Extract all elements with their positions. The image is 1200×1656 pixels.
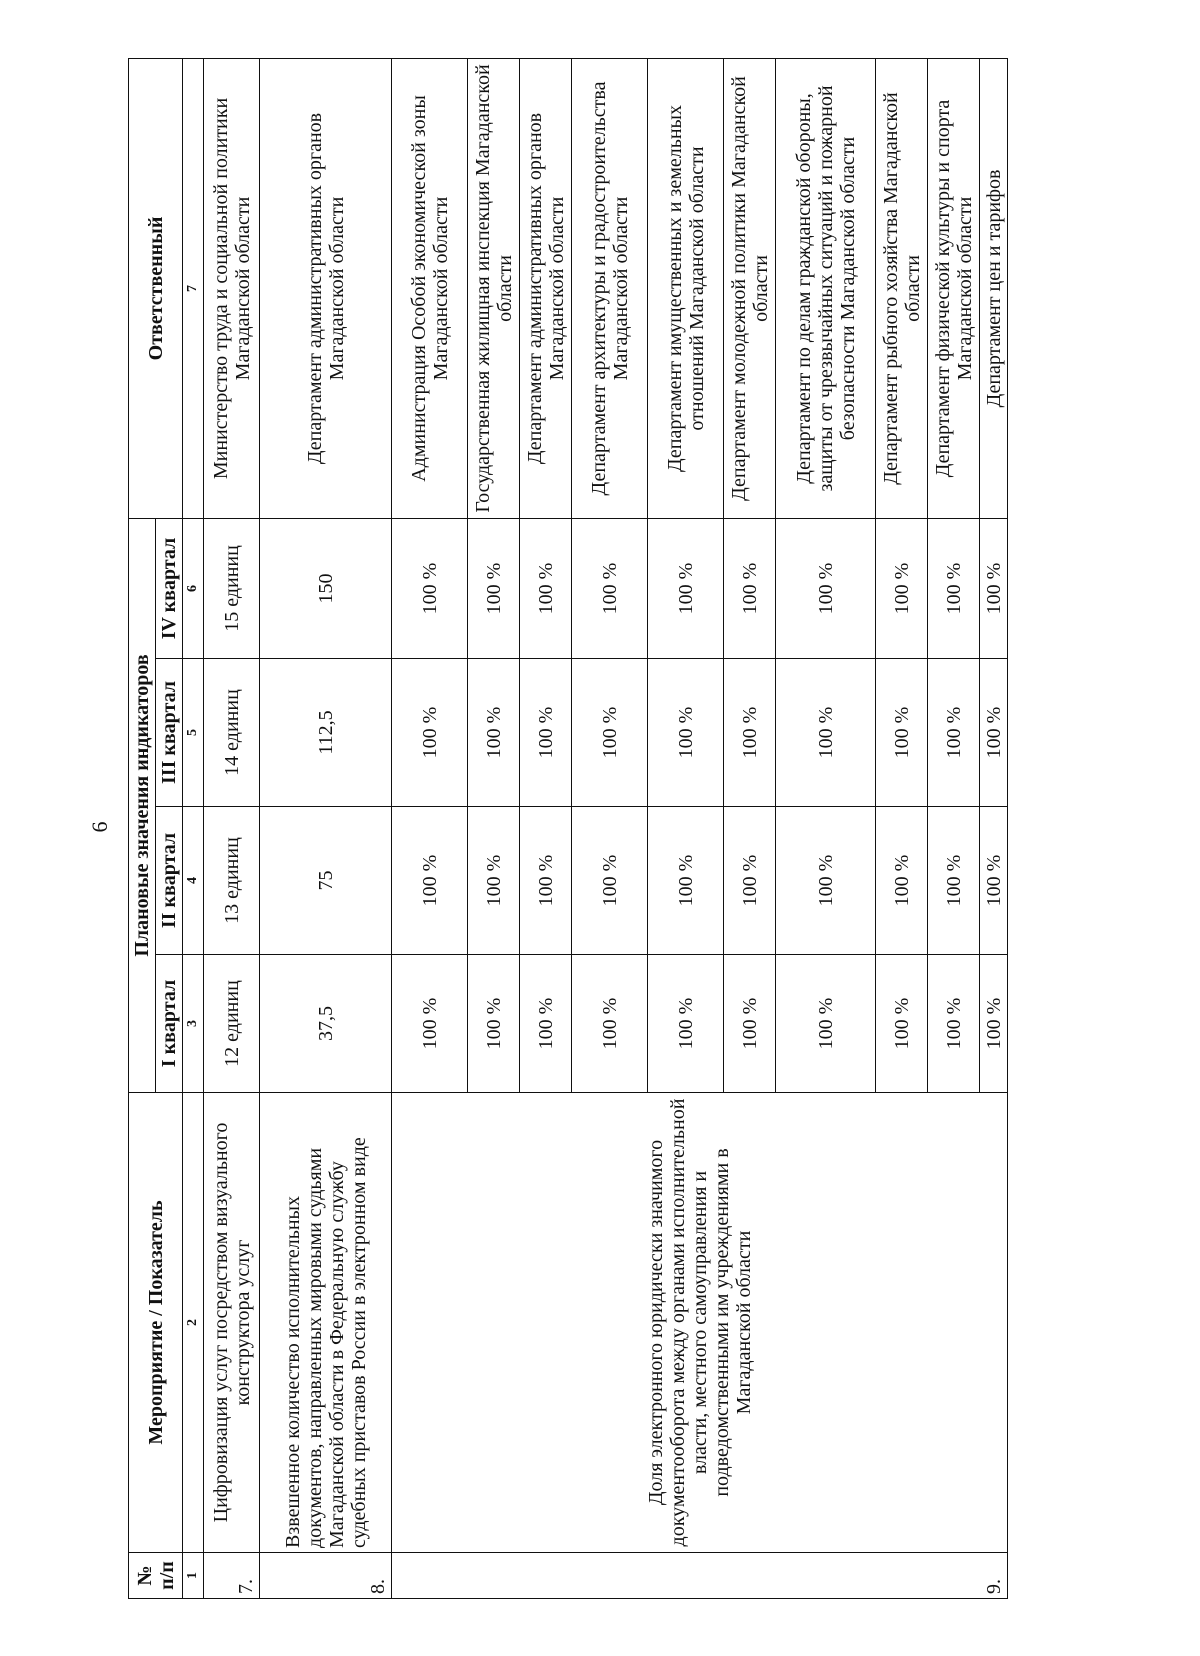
row-responsible: Департамент рыбного хозяйства Магаданской области	[876, 58, 928, 518]
row-q1: 12 единиц	[204, 955, 260, 1093]
row-q3: 100 %	[776, 659, 876, 807]
rotated-page-content	[128, 59, 1023, 1599]
row-q1: 100 %	[980, 955, 1008, 1093]
row-number: 7.	[204, 1553, 260, 1599]
row-responsible: Департамент административных органов Магаданской области	[260, 58, 392, 518]
table-row	[204, 58, 260, 1598]
column-number: 5	[183, 659, 204, 807]
row-q3: 100 %	[724, 659, 776, 807]
row-q4: 150	[260, 518, 392, 658]
row-q3: 100 %	[876, 659, 928, 807]
row-q4: 100 %	[648, 518, 724, 658]
row-q1: 100 %	[520, 955, 572, 1093]
row-q4: 100 %	[520, 518, 572, 658]
header-measure: Мероприятие / Показатель	[129, 1093, 183, 1553]
row-q2: 100 %	[572, 807, 648, 955]
column-number: 3	[183, 955, 204, 1093]
row-measure: Взвешенное количество исполнительных документов, направленных мировыми судьями Магаданской области в Федеральную службу судебных приставов России в электронном виде	[260, 1093, 392, 1553]
column-number: 1	[183, 1553, 204, 1599]
row-q2: 75	[260, 807, 392, 955]
row-q4: 100 %	[928, 518, 980, 658]
header-q3: III квартал	[156, 659, 183, 807]
row-q3: 100 %	[980, 659, 1008, 807]
row-responsible: Департамент физической культуры и спорта Магаданской области	[928, 58, 980, 518]
row-q2: 100 %	[724, 807, 776, 955]
row-q3: 14 единиц	[204, 659, 260, 807]
row-q4: 100 %	[572, 518, 648, 658]
row-q3: 100 %	[572, 659, 648, 807]
column-number: 4	[183, 807, 204, 955]
row-responsible: Департамент молодежной политики Магаданской области	[724, 58, 776, 518]
row-q2: 13 единиц	[204, 807, 260, 955]
row-q1: 100 %	[776, 955, 876, 1093]
column-number: 6	[183, 518, 204, 658]
header-q1: I квартал	[156, 955, 183, 1093]
row-number: 9.	[392, 1553, 1008, 1599]
row-q4: 100 %	[724, 518, 776, 658]
row-q2: 100 %	[392, 807, 468, 955]
table-row	[392, 58, 468, 1598]
row-responsible: Государственная жилищная инспекция Магаданской области	[468, 58, 520, 518]
row-responsible: Министерство труда и социальной политики Магаданской области	[204, 58, 260, 518]
row-q2: 100 %	[468, 807, 520, 955]
row-q1: 100 %	[876, 955, 928, 1093]
row-q3: 100 %	[928, 659, 980, 807]
row-responsible: Департамент административных органов Магаданской области	[520, 58, 572, 518]
row-q2: 100 %	[776, 807, 876, 955]
row-q3: 100 %	[392, 659, 468, 807]
page-number: 6	[87, 821, 112, 833]
row-q3: 100 %	[468, 659, 520, 807]
row-q1: 100 %	[572, 955, 648, 1093]
header-responsible: Ответственный	[129, 58, 183, 518]
row-responsible: Департамент по делам гражданской обороны, защиты от чрезвычайных ситуаций и пожарной безопасности Магаданской области	[776, 58, 876, 518]
row-q1: 100 %	[648, 955, 724, 1093]
row-measure: Доля электронного юридически значимого документооборота между органами исполнительной власти, местного самоуправления и подведомственными им учреждениями в Магаданской области	[392, 1093, 1008, 1553]
row-q1: 100 %	[928, 955, 980, 1093]
row-q1: 100 %	[468, 955, 520, 1093]
row-q1: 100 %	[392, 955, 468, 1093]
row-q4: 15 единиц	[204, 518, 260, 658]
row-q3: 100 %	[648, 659, 724, 807]
column-number-row	[183, 58, 204, 1598]
row-responsible: Департамент архитектуры и градостроительства Магаданской области	[572, 58, 648, 518]
column-number: 2	[183, 1093, 204, 1553]
header-q2: II квартал	[156, 807, 183, 955]
row-responsible: Департамент имущественных и земельных отношений Магаданской области	[648, 58, 724, 518]
column-number: 7	[183, 58, 204, 518]
row-q2: 100 %	[520, 807, 572, 955]
row-q2: 100 %	[648, 807, 724, 955]
row-q3: 100 %	[520, 659, 572, 807]
row-q4: 100 %	[392, 518, 468, 658]
row-q4: 100 %	[468, 518, 520, 658]
row-q1: 37,5	[260, 955, 392, 1093]
table-row	[260, 58, 392, 1598]
row-q2: 100 %	[980, 807, 1008, 955]
row-q3: 112,5	[260, 659, 392, 807]
row-q4: 100 %	[776, 518, 876, 658]
indicators-table	[128, 58, 1008, 1599]
header-number: № п/п	[129, 1553, 183, 1599]
header-q4: IV квартал	[156, 518, 183, 658]
row-responsible: Администрация Особой экономической зоны Магаданской области	[392, 58, 468, 518]
row-q4: 100 %	[876, 518, 928, 658]
header-planned-values: Плановые значения индикаторов	[129, 518, 156, 1092]
row-q1: 100 %	[724, 955, 776, 1093]
row-q4: 100 %	[980, 518, 1008, 658]
row-measure: Цифровизация услуг посредством визуального конструктора услуг	[204, 1093, 260, 1553]
row-number: 8.	[260, 1553, 392, 1599]
header-row	[129, 58, 156, 1598]
row-q2: 100 %	[928, 807, 980, 955]
row-responsible: Департамент цен и тарифов	[980, 58, 1008, 518]
row-q2: 100 %	[876, 807, 928, 955]
